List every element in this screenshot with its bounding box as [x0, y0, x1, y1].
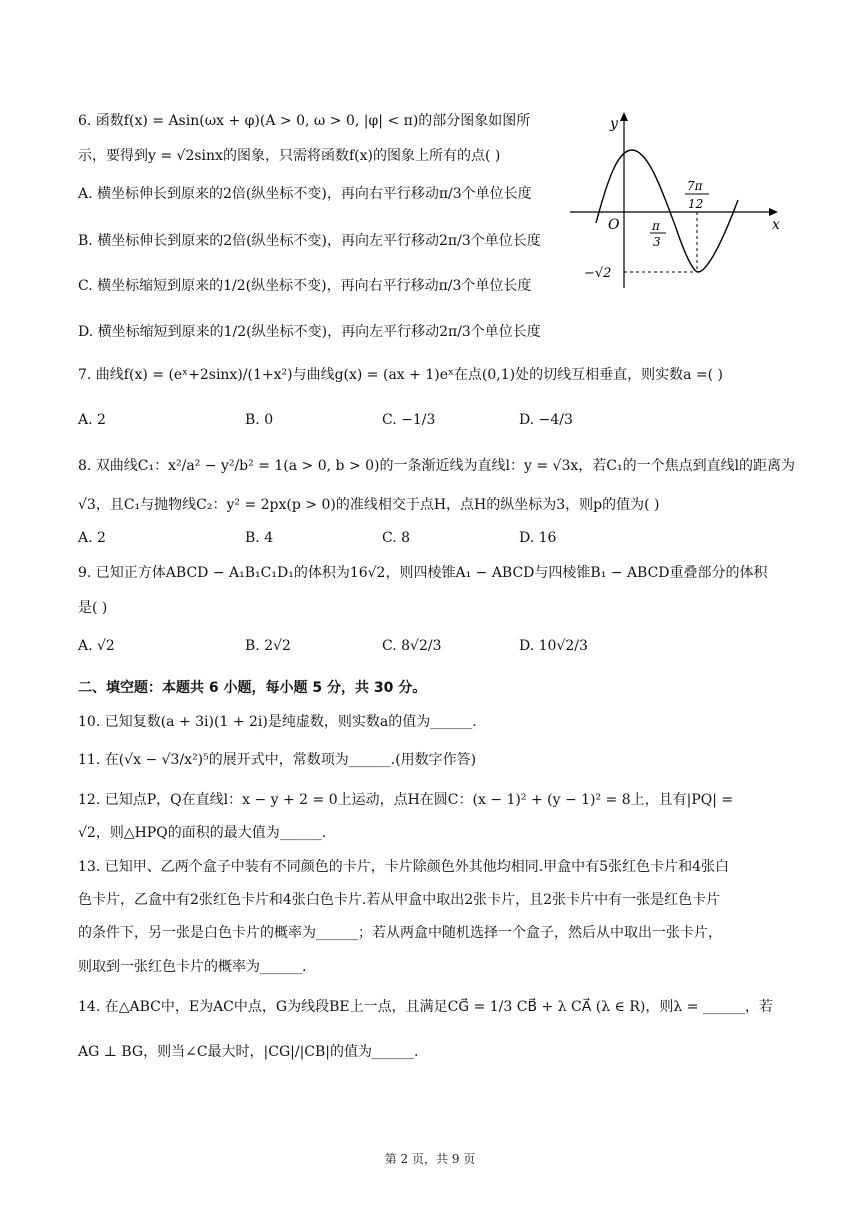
q10: 10. 已知复数(a + 3i)(1 + 2i)是纯虚数，则实数a的值为______. [78, 714, 477, 730]
q7-option-d: D. −4/3 [519, 412, 573, 428]
x-tick-7pi-12-den: 12 [688, 197, 704, 211]
q6-option-b: B. 横坐标伸长到原来的2倍(纵坐标不变)，再向左平行移动2π/3个单位长度 [78, 233, 541, 249]
q8-option-b: B. 4 [245, 530, 274, 546]
x-tick-pi-3: π [652, 219, 660, 233]
q9-line2: 是( ) [78, 600, 108, 616]
q6-option-c: C. 横坐标缩短到原来的1/2(纵坐标不变)，再向右平行移动π/3个单位长度 [78, 278, 532, 294]
q8-line2: √3，且C₁与抛物线C₂：y² = 2px(p > 0)的准线相交于点H，点H的纵坐标为3，则p的值为( ) [78, 497, 660, 513]
x-axis-label: x [772, 217, 780, 233]
q7-option-a: A. 2 [78, 412, 106, 428]
q9-option-d: D. 10√2/3 [519, 638, 588, 654]
x-axis-arrow [769, 208, 778, 216]
q13-line4: 则取到一张红色卡片的概率为______. [78, 959, 307, 975]
q14-line1: 14. 在△ABC中，E为AC中点，G为线段BE上一点，且满足CG⃗ = 1/3 CB⃗ + λ CA⃗ (λ ∈ R)，则λ = ______，若 [78, 999, 773, 1015]
q9-option-b: B. 2√2 [245, 638, 291, 654]
q13-line3: 的条件下，另一张是白色卡片的概率为______；若从两盒中随机选择一个盒子，然后从中取出一张卡片， [78, 925, 722, 941]
q8-line1: 8. 双曲线C₁：x²/a² − y²/b² = 1(a > 0, b > 0)的一条渐近线为直线l：y = √3x，若C₁的一个焦点到直线l的距离为 [78, 458, 796, 474]
q9-option-c: C. 8√2/3 [382, 638, 442, 654]
q8-option-a: A. 2 [78, 530, 106, 546]
q9-option-a: A. √2 [78, 638, 115, 654]
section-fill-in-header: 二、填空题：本题共 6 小题，每小题 5 分，共 30 分。 [78, 680, 427, 696]
q7-option-b: B. 0 [245, 412, 274, 428]
x-tick-pi-3-den: 3 [653, 235, 661, 249]
q14-line2: AG ⊥ BG，则当∠C最大时，|CG|/|CB|的值为______. [78, 1044, 419, 1060]
q12-line1: 12. 已知点P，Q在直线l：x − y + 2 = 0上运动，点H在圆C：(x − 1)² + (y − 1)² = 8上，且有|PQ| = [78, 792, 734, 808]
q13-line1: 13. 已知甲、乙两个盒子中装有不同颜色的卡片，卡片除颜色外其他均相同.甲盒中有5张红色卡片和4张白 [78, 859, 729, 875]
q7-stem: 7. 曲线f(x) = (eˣ+2sinx)/(1+x²)与曲线g(x) = (ax + 1)eˣ在点(0,1)处的切线互相垂直，则实数a =( ) [78, 367, 724, 383]
y-axis-label: y [610, 116, 618, 132]
q6-line2: 示，要得到y = √2sinx的图象，只需将函数f(x)的图象上所有的点( ) [78, 148, 501, 164]
q9-line1: 9. 已知正方体ABCD − A₁B₁C₁D₁的体积为16√2，则四棱锥A₁ − ABCD与四棱锥B₁ − ABCD重叠部分的体积 [78, 565, 768, 581]
q6-function-graph [566, 108, 786, 298]
q6-option-d: D. 横坐标缩短到原来的1/2(纵坐标不变)，再向左平行移动2π/3个单位长度 [78, 324, 541, 340]
y-axis-arrow [620, 112, 628, 121]
q11: 11. 在(√x − √3/x²)⁵的展开式中，常数项为______.(用数字作答) [78, 752, 477, 768]
q6-option-a: A. 横坐标伸长到原来的2倍(纵坐标不变)，再向右平行移动π/3个单位长度 [78, 186, 532, 202]
q8-option-c: C. 8 [382, 530, 411, 546]
sine-curve [596, 150, 738, 272]
q12-line2: √2，则△HPQ的面积的最大值为______. [78, 825, 327, 841]
y-tick-neg-sqrt2: −√2 [584, 266, 612, 281]
origin-label: O [608, 217, 620, 233]
page-footer: 第 2 页，共 9 页 [384, 1152, 476, 1166]
q8-option-d: D. 16 [519, 530, 557, 546]
q7-option-c: C. −1/3 [382, 412, 436, 428]
q13-line2: 色卡片，乙盒中有2张红色卡片和4张白色卡片.若从甲盒中取出2张卡片，且2张卡片中有一张是红色卡片 [78, 892, 721, 908]
x-tick-7pi-12-num: 7π [687, 179, 703, 193]
q6-line1: 6. 函数f(x) = Asin(ωx + φ)(A > 0, ω > 0, |φ| < π)的部分图象如图所 [78, 113, 531, 129]
